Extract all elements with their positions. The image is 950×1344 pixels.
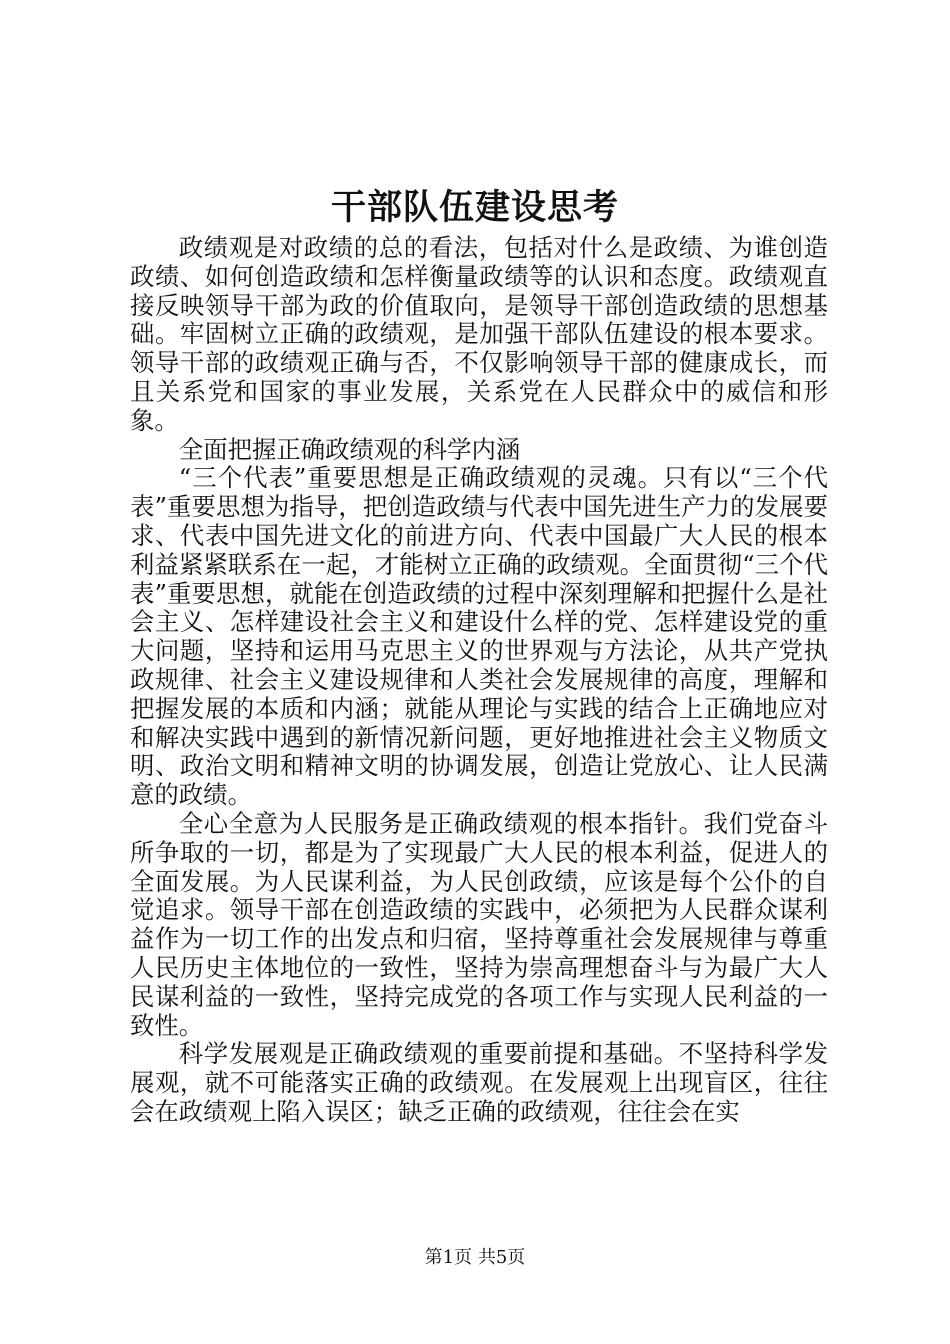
paragraph-serve-people: 全心全意为人民服务是正确政绩观的根本指针。我们党奋斗所争取的一切，都是为了实现最广大人民的根本利益，促进人的全面发展。为人民谋利益，为人民创政绩，应该是每个公仆的自觉追求。领导干部在创造政绩的实践中，必须把为人民群众谋利益作为一切工作的出发点和归宿，坚持尊重社会发展规律与尊重人民历史主体地位的一致性，坚持为崇高理想奋斗与为最广大人民谋利益的一致性，坚持完成党的各项工作与实现人民利益的一致性。 xyxy=(130,808,828,1040)
document-body xyxy=(130,234,828,1127)
paragraph-intro: 政绩观是对政绩的总的看法，包括对什么是政绩、为谁创造政绩、如何创造政绩和怎样衡量政绩等的认识和态度。政绩观直接反映领导干部为政的价值取向，是领导干部创造政绩的思想基础。牢固树立正确的政绩观，是加强干部队伍建设的根本要求。领导干部的政绩观正确与否，不仅影响领导干部的健康成长，而且关系党和国家的事业发展，关系党在人民群众中的威信和形象。 xyxy=(130,233,828,435)
paragraph-scientific-development: 科学发展观是正确政绩观的重要前提和基础。不坚持科学发展观，就不可能落实正确的政绩观。在发展观上出现盲区，往往会在政绩观上陷入误区；缺乏正确的政绩观，往往会在实 xyxy=(130,1039,828,1126)
document-title: 干部队伍建设思考 xyxy=(330,187,619,228)
section-heading: 全面把握正确政绩观的科学内涵 xyxy=(178,434,521,464)
page-footer: 第1页 共5页 xyxy=(424,1247,526,1268)
paragraph-three-represents: “三个代表”重要思想是正确政绩观的灵魂。只有以“三个代表”重要思想为指导，把创造政绩与代表中国先进生产力的发展要求、代表中国先进文化的前进方向、代表中国最广大人民的根本利益紧紧联系在一起，才能树立正确的政绩观。全面贯彻“三个代表”重要思想，就能在创造政绩的过程中深刻理解和把握什么是社会主义、怎样建设社会主义和建设什么样的党、怎样建设党的重大问题，坚持和运用马克思主义的世界观与方法论，从共产党执政规律、社会主义建设规律和人类社会发展规律的高度，理解和把握发展的本质和内涵；就能从理论与实践的结合上正确地应对和解决实践中遇到的新情况新问题，更好地推进社会主义物质文明、政治文明和精神文明的协调发展，创造让党放心、让人民满意的政绩。 xyxy=(130,463,828,810)
